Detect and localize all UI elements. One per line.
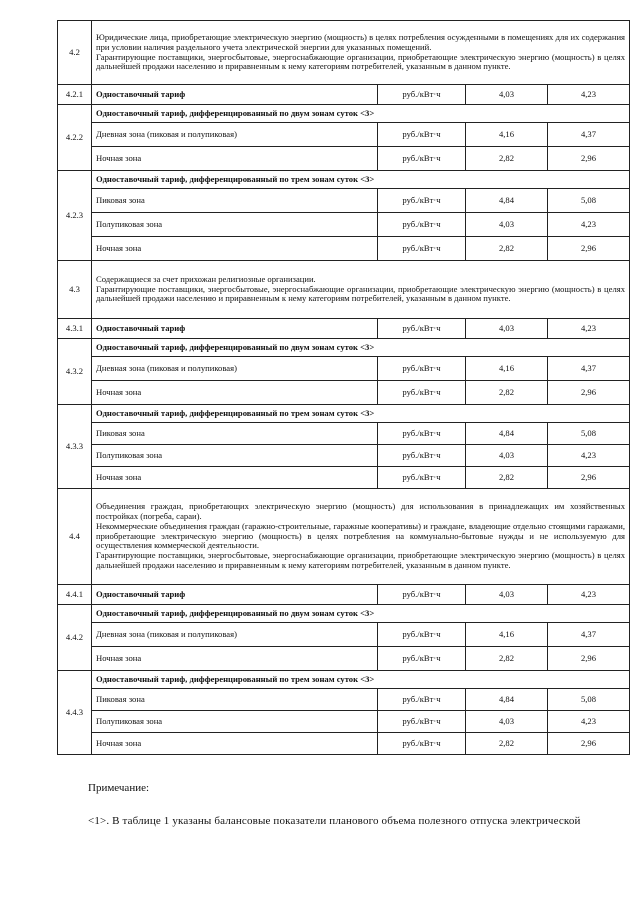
section-paragraph: Некоммерческие объединения граждан (гаражно-строительные, гаражные кооперативы) и граждане, владеющие отдельно стоящими гаражами, приобретающие электрическую энергию (мощность) в целях потребления на коммунально-бытовые нужды и не используемую для осуществления коммерческой деятельности. [96,520,625,551]
value-second-half: 4,23 [547,445,629,467]
value-second-half: 2,96 [547,733,629,755]
unit-cell: руб./кВт·ч [377,623,465,647]
zone-label: Ночная зона [92,237,378,261]
value-first-half: 4,03 [465,319,547,339]
value-first-half: 4,16 [465,357,547,381]
value-second-half: 2,96 [547,647,629,671]
unit-cell: руб./кВт·ч [377,213,465,237]
tariff-title: Одноставочный тариф, дифференцированный по трем зонам суток <3> [92,405,630,423]
unit-cell: руб./кВт·ч [377,689,465,711]
zone-label: Дневная зона (пиковая и полупиковая) [92,357,378,381]
unit-cell: руб./кВт·ч [377,147,465,171]
table-row [58,171,630,189]
table-row [58,733,630,755]
value-first-half: 4,03 [465,445,547,467]
value-second-half: 5,08 [547,189,629,213]
unit-cell: руб./кВт·ч [377,319,465,339]
value-second-half: 5,08 [547,423,629,445]
section-paragraph: Гарантирующие поставщики, энергосбытовые, энергоснабжающие организации, приобретающие электрическую энергию (мощность) в целях дальнейшей продажи населению и приравненным к нему категориям потребителей, указанным в данном пункте. [96,550,625,571]
table-row [58,711,630,733]
table-row [58,105,630,123]
value-second-half: 4,37 [547,123,629,147]
value-second-half: 4,23 [547,85,629,105]
tariff-label: Одноставочный тариф [92,85,378,105]
tariff-title: Одноставочный тариф, дифференцированный по трем зонам суток <3> [92,671,630,689]
value-first-half: 4,03 [465,711,547,733]
table-row [58,189,630,213]
section-paragraph: Объединения граждан, приобретающих электрическую энергию (мощность) для использования в принадлежащих им хозяйственных постройках (погреба, сараи). [96,500,625,521]
table-row [58,423,630,445]
value-first-half: 2,82 [465,733,547,755]
value-first-half: 4,03 [465,85,547,105]
unit-cell: руб./кВт·ч [377,733,465,755]
note-text: <1>. В таблице 1 указаны балансовые показатели планового объема полезного отпуска электрической [88,815,581,827]
unit-cell: руб./кВт·ч [377,445,465,467]
value-second-half: 2,96 [547,381,629,405]
section-row [58,489,630,585]
unit-cell: руб./кВт·ч [377,423,465,445]
value-second-half: 4,37 [547,357,629,381]
table-row [58,339,630,357]
row-number: 4.2.1 [58,85,92,105]
section-row [58,21,630,85]
section-description [92,21,630,85]
zone-label: Пиковая зона [92,689,378,711]
value-second-half: 4,23 [547,585,629,605]
value-first-half: 2,82 [465,147,547,171]
value-first-half: 2,82 [465,237,547,261]
table-row [58,381,630,405]
zone-label: Ночная зона [92,147,378,171]
tariff-label: Одноставочный тариф [92,319,378,339]
row-number: 4.2.2 [58,105,92,171]
value-first-half: 4,84 [465,689,547,711]
zone-label: Пиковая зона [92,189,378,213]
tariff-title: Одноставочный тариф, дифференцированный по двум зонам суток <3> [92,339,630,357]
unit-cell: руб./кВт·ч [377,381,465,405]
value-first-half: 4,16 [465,123,547,147]
zone-label: Полупиковая зона [92,213,378,237]
table-row [58,467,630,489]
tariff-table [57,20,630,755]
note-heading: Примечание: [88,782,150,794]
unit-cell: руб./кВт·ч [377,585,465,605]
value-second-half: 2,96 [547,467,629,489]
value-first-half: 2,82 [465,647,547,671]
tariff-table-body [58,21,630,755]
table-row [58,445,630,467]
zone-label: Ночная зона [92,647,378,671]
table-row [58,213,630,237]
value-first-half: 4,03 [465,213,547,237]
row-number: 4.4.1 [58,585,92,605]
unit-cell: руб./кВт·ч [377,189,465,213]
row-number: 4.4.3 [58,671,92,755]
section-number: 4.4 [58,489,92,585]
table-row [58,585,630,605]
value-second-half: 4,23 [547,711,629,733]
unit-cell: руб./кВт·ч [377,647,465,671]
row-number: 4.3.1 [58,319,92,339]
unit-cell: руб./кВт·ч [377,467,465,489]
table-row [58,623,630,647]
value-second-half: 4,23 [547,319,629,339]
section-paragraph: Содержащиеся за счет прихожан религиозные организации. [96,273,316,284]
section-paragraph: Юридические лица, приобретающие электрическую энергию (мощность) в целях потребления осужденными в помещениях для их содержания при условии наличия раздельного учета электрической энергии для указанных помещений. [96,31,625,52]
value-first-half: 4,84 [465,423,547,445]
row-number: 4.3.3 [58,405,92,489]
zone-label: Полупиковая зона [92,711,378,733]
table-row [58,357,630,381]
value-first-half: 4,03 [465,585,547,605]
section-paragraph: Гарантирующие поставщики, энергосбытовые, энергоснабжающие организации, приобретающие электрическую энергию (мощность) в целях дальнейшей продажи населению и приравненным к нему категориям потребителей, указанным в данном пункте. [96,51,625,72]
value-first-half: 4,16 [465,623,547,647]
zone-label: Пиковая зона [92,423,378,445]
tariff-title: Одноставочный тариф, дифференцированный по двум зонам суток <3> [92,605,630,623]
zone-label: Ночная зона [92,467,378,489]
section-description [92,489,630,585]
section-number: 4.3 [58,261,92,319]
table-row [58,671,630,689]
value-first-half: 4,84 [465,189,547,213]
row-number: 4.4.2 [58,605,92,671]
unit-cell: руб./кВт·ч [377,711,465,733]
zone-label: Дневная зона (пиковая и полупиковая) [92,623,378,647]
unit-cell: руб./кВт·ч [377,357,465,381]
value-first-half: 2,82 [465,381,547,405]
table-row [58,647,630,671]
zone-label: Ночная зона [92,733,378,755]
unit-cell: руб./кВт·ч [377,237,465,261]
table-row [58,123,630,147]
tariff-label: Одноставочный тариф [92,585,378,605]
zone-label: Дневная зона (пиковая и полупиковая) [92,123,378,147]
value-second-half: 2,96 [547,147,629,171]
table-row [58,689,630,711]
table-row [58,605,630,623]
row-number: 4.2.3 [58,171,92,261]
value-first-half: 2,82 [465,467,547,489]
value-second-half: 4,23 [547,213,629,237]
section-number: 4.2 [58,21,92,85]
section-paragraph: Гарантирующие поставщики, энергосбытовые, энергоснабжающие организации, приобретающие электрическую энергию (мощность) в целях дальнейшей продажи населению и приравненным к нему категориям потребителей, указанным в данном пункте. [96,283,625,304]
table-row [58,319,630,339]
table-row [58,405,630,423]
unit-cell: руб./кВт·ч [377,123,465,147]
zone-label: Полупиковая зона [92,445,378,467]
row-number: 4.3.2 [58,339,92,405]
tariff-title: Одноставочный тариф, дифференцированный по двум зонам суток <3> [92,105,630,123]
tariff-title: Одноставочный тариф, дифференцированный по трем зонам суток <3> [92,171,630,189]
value-second-half: 4,37 [547,623,629,647]
zone-label: Ночная зона [92,381,378,405]
table-row [58,85,630,105]
value-second-half: 5,08 [547,689,629,711]
table-row [58,147,630,171]
value-second-half: 2,96 [547,237,629,261]
table-row [58,237,630,261]
section-description [92,261,630,319]
section-row [58,261,630,319]
unit-cell: руб./кВт·ч [377,85,465,105]
